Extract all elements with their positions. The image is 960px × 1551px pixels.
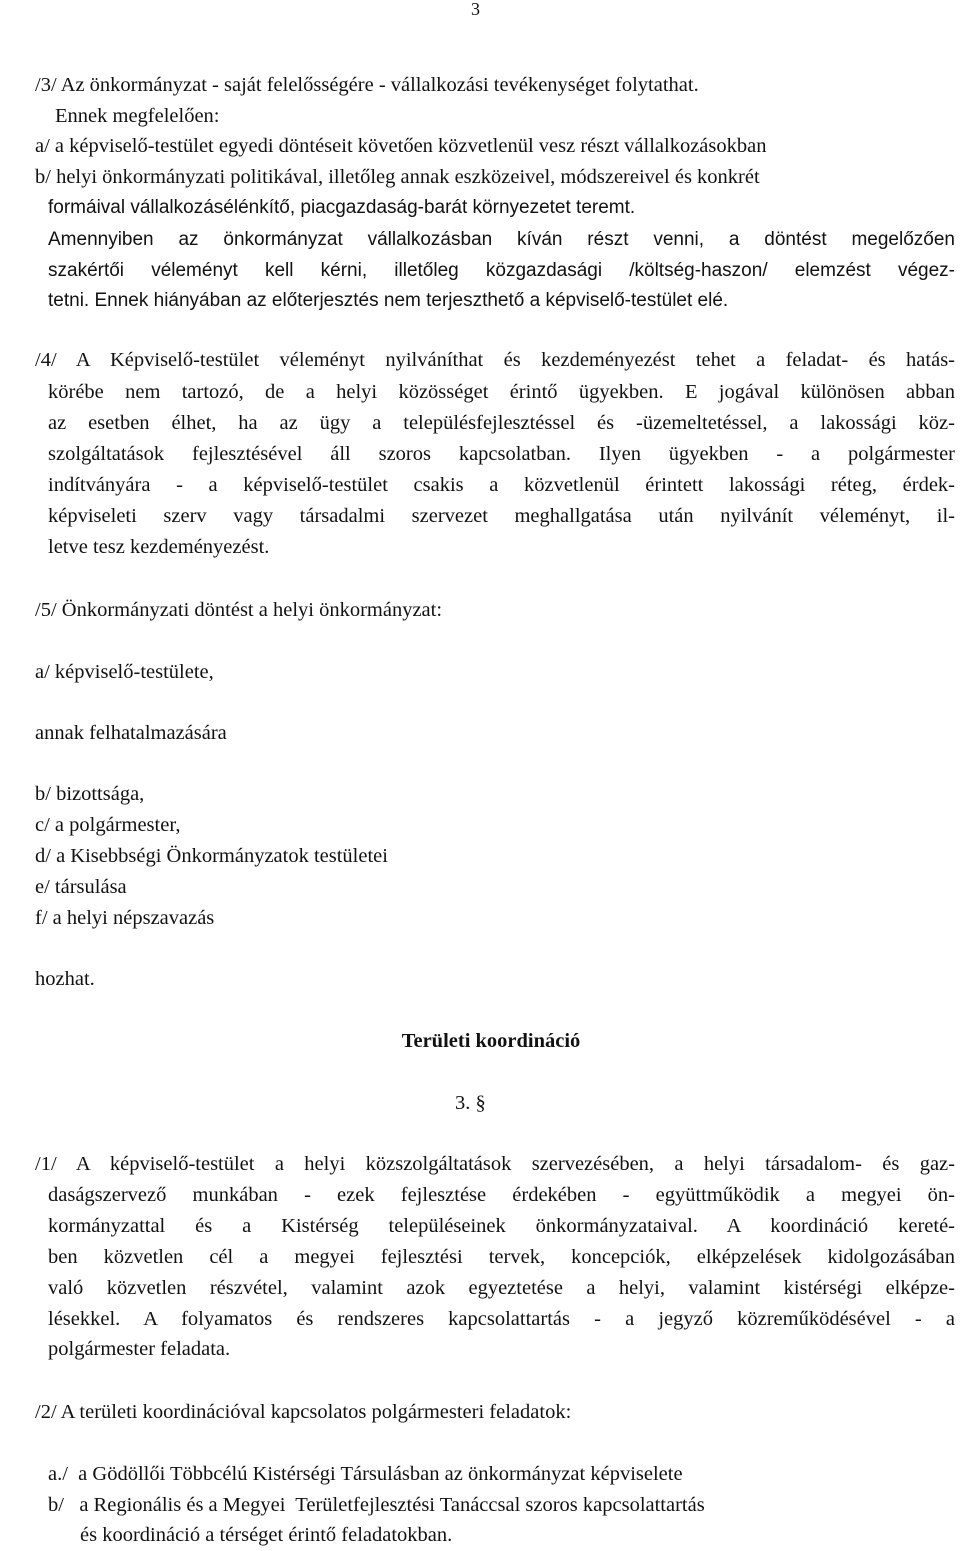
territorial-1-line-3: kormányzattal és a Kistérség településeinek önkormányzataival. A koordináció kereté- — [48, 1215, 955, 1237]
page-number: 3 — [471, 0, 480, 19]
paragraph-4-line-4: szolgáltatások fejlesztésével áll szoros kapcsolatban. Ilyen ügyekben - a polgármester — [48, 443, 955, 465]
paragraph-3-line-2: Ennek megfelelően: — [55, 105, 220, 127]
paragraph-4-line-3: az esetben élhet, ha az ügy a településfejlesztéssel és -üzemeltetéssel, a lakossági köz- — [48, 412, 955, 434]
paragraph-4-line-1: /4/ A Képviselő-testület véleményt nyilváníthat és kezdeményezést tehet a feladat- és hatás- — [35, 349, 955, 371]
paragraph-3-line-8: tetni. Ennek hiányában az előterjesztés nem terjeszthető a képviselő-testület elé. — [48, 290, 729, 311]
territorial-1-line-2: daságszervező munkában - ezek fejlesztése érdekében - együttműködik a megyei ön- — [48, 1184, 955, 1206]
list-item-a: a/ képviselő-testülete, — [35, 661, 214, 683]
territorial-1-line-7: polgármester feladata. — [48, 1338, 231, 1360]
list-item-annak: annak felhatalmazására — [35, 722, 227, 744]
paragraph-4-line-2: körébe nem tartozó, de a helyi közösséget érintő ügyekben. E jogával különösen abban — [48, 381, 955, 403]
territorial-2-intro: /2/ A területi koordinációval kapcsolatos polgármesteri feladatok: — [35, 1401, 572, 1423]
paragraph-3-line-6: Amennyiben az önkormányzat vállalkozásban kíván részt venni, a döntést megelőzően — [48, 229, 955, 250]
list-item-b: b/ bizottsága, — [35, 783, 145, 805]
paragraph-3-line-5: formáival vállalkozásélénkítő, piacgazdaság-barát környezetet teremt. — [48, 197, 636, 218]
paragraph-4-line-7: letve tesz kezdeményezést. — [48, 536, 270, 558]
paragraph-4-line-5: indítványára - a képviselő-testület csakis a közvetlenül érintett lakossági réteg, érdek- — [48, 474, 955, 496]
territorial-2-item-b-continued: és koordináció a térséget érintő feladatokban. — [80, 1524, 453, 1546]
territorial-2-item-a: a./ a Gödöllői Többcélú Kistérségi Társulásban az önkormányzat képviselete — [48, 1463, 683, 1485]
paragraph-5-intro: /5/ Önkormányzati döntést a helyi önkormányzat: — [35, 599, 443, 621]
list-item-d: d/ a Kisebbségi Önkormányzatok testületei — [35, 845, 388, 867]
list-item-c: c/ a polgármester, — [35, 814, 181, 836]
paragraph-3-line-7: szakértői véleményt kell kérni, illetőleg közgazdasági /költség-haszon/ elemzést végez- — [48, 260, 955, 281]
paragraph-3-line-1: /3/ Az önkormányzat - saját felelősségére - vállalkozási tevékenységet folytathat. — [35, 74, 699, 96]
paragraph-3-line-4: b/ helyi önkormányzati politikával, illetőleg annak eszközeivel, módszereivel és konkrét — [35, 166, 760, 188]
territorial-1-line-5: való közvetlen részvétel, valamint azok egyeztetése a helyi, valamint kistérségi elképze- — [48, 1277, 955, 1299]
list-item-e: e/ társulása — [35, 876, 127, 898]
section-number: 3. § — [455, 1092, 486, 1114]
territorial-1-line-4: ben közvetlen cél a megyei fejlesztési tervek, koncepciók, elképzelések kidolgozásában — [48, 1246, 955, 1268]
list-item-f: f/ a helyi népszavazás — [35, 907, 215, 929]
territorial-1-line-6: lésekkel. A folyamatos és rendszeres kapcsolattartás - a jegyző közreműködésével - a — [48, 1308, 955, 1330]
section-heading: Területi koordináció — [401, 1030, 581, 1052]
paragraph-5-closing: hozhat. — [35, 968, 95, 990]
territorial-2-item-b: b/ a Regionális és a Megyei Területfejlesztési Tanáccsal szoros kapcsolattartás — [48, 1494, 705, 1516]
territorial-1-line-1: /1/ A képviselő-testület a helyi közszolgáltatások szervezésében, a helyi társadalom- és gaz- — [35, 1153, 955, 1175]
paragraph-4-line-6: képviseleti szerv vagy társadalmi szervezet meghallgatása után nyilvánít véleményt, il- — [48, 505, 955, 527]
paragraph-3-line-3: a/ a képviselő-testület egyedi döntéseit követően közvetlenül vesz részt vállalkozásokban — [35, 135, 767, 157]
